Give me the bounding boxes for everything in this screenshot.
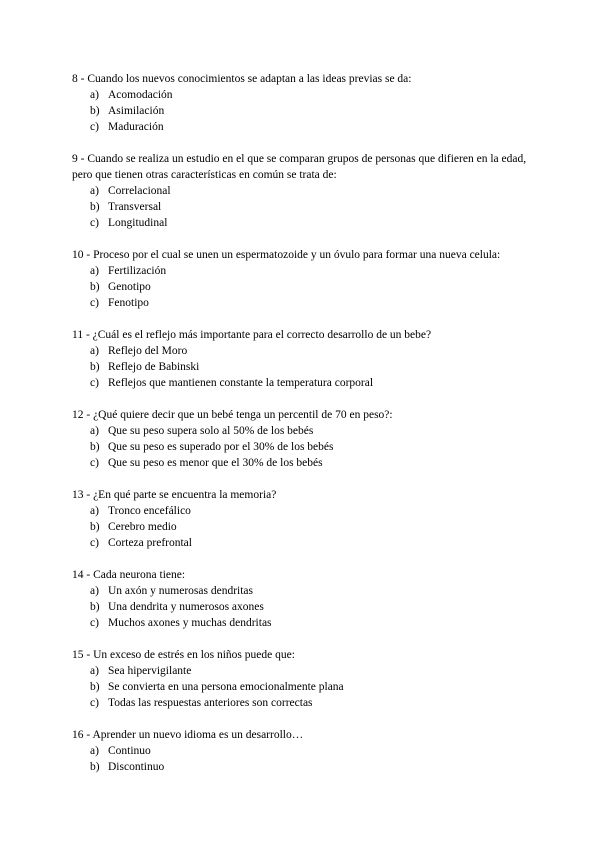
options-list — [72, 423, 532, 471]
option-text: Reflejo de Babinski — [108, 361, 200, 373]
option-text: Asimilación — [108, 105, 165, 117]
question-text: 10 - Proceso por el cual se unen un espermatozoide y un óvulo para formar una nueva celula: — [72, 249, 501, 261]
option-text: Un axón y numerosas dendritas — [108, 585, 253, 597]
option-a — [72, 263, 532, 279]
question-text: 8 - Cuando los nuevos conocimientos se adaptan a las ideas previas se da: — [72, 73, 412, 85]
option-letter: b) — [90, 441, 100, 453]
option-text: Longitudinal — [108, 217, 168, 229]
options-list — [72, 263, 532, 311]
option-c — [72, 535, 532, 551]
option-letter: a) — [90, 585, 99, 597]
option-a — [72, 663, 532, 679]
option-c — [72, 455, 532, 471]
option-text: Genotipo — [108, 281, 151, 293]
option-letter: c) — [90, 697, 99, 709]
option-b — [72, 279, 532, 295]
option-c — [72, 615, 532, 631]
option-text: Reflejos que mantienen constante la temperatura corporal — [108, 377, 374, 389]
option-text: Muchos axones y muchas dendritas — [108, 617, 272, 629]
option-text: Sea hipervigilante — [108, 665, 192, 677]
question-text: 16 - Aprender un nuevo idioma es un desarrollo… — [72, 729, 304, 741]
option-text: Cerebro medio — [108, 521, 177, 533]
option-letter: c) — [90, 457, 99, 469]
question-text: 9 - Cuando se realiza un estudio en el que se comparan grupos de personas que difieren en la edad, pero que tienen otras características en común se trata de: — [72, 153, 527, 181]
question-14 — [72, 567, 532, 631]
question-text: 13 - ¿En qué parte se encuentra la memoria? — [72, 489, 277, 501]
option-letter: a) — [90, 265, 99, 277]
option-c — [72, 375, 532, 391]
question-11 — [72, 327, 532, 391]
options-list — [72, 343, 532, 391]
question-8 — [72, 71, 532, 135]
option-text: Que su peso supera solo al 50% de los bebés — [108, 425, 314, 437]
options-list — [72, 87, 532, 135]
option-text: Continuo — [108, 745, 151, 757]
question-text: 14 - Cada neurona tiene: — [72, 569, 186, 581]
option-letter: b) — [90, 681, 100, 693]
option-a — [72, 343, 532, 359]
options-list — [72, 743, 532, 775]
option-letter: b) — [90, 761, 100, 773]
question-16 — [72, 727, 532, 775]
option-text: Reflejo del Moro — [108, 345, 188, 357]
option-letter: c) — [90, 121, 99, 133]
option-a — [72, 87, 532, 103]
option-text: Corteza prefrontal — [108, 537, 192, 549]
option-letter: a) — [90, 89, 99, 101]
option-letter: c) — [90, 537, 99, 549]
option-letter: b) — [90, 521, 100, 533]
option-b — [72, 103, 532, 119]
option-b — [72, 679, 532, 695]
option-text: Todas las respuestas anteriores son correctas — [108, 697, 313, 709]
option-text: Que su peso es superado por el 30% de los bebés — [108, 441, 334, 453]
option-letter: b) — [90, 361, 100, 373]
option-letter: a) — [90, 185, 99, 197]
option-letter: b) — [90, 105, 100, 117]
option-b — [72, 199, 532, 215]
options-list — [72, 183, 532, 231]
option-a — [72, 743, 532, 759]
option-letter: b) — [90, 201, 100, 213]
question-12 — [72, 407, 532, 471]
option-letter: c) — [90, 297, 99, 309]
option-text: Correlacional — [108, 185, 171, 197]
options-list — [72, 663, 532, 711]
option-text: Fertilización — [108, 265, 167, 277]
option-letter: b) — [90, 601, 100, 613]
option-c — [72, 695, 532, 711]
question-15 — [72, 647, 532, 711]
option-b — [72, 599, 532, 615]
option-letter: a) — [90, 665, 99, 677]
option-a — [72, 423, 532, 439]
option-text: Discontinuo — [108, 761, 165, 773]
option-b — [72, 759, 532, 775]
option-text: Una dendrita y numerosos axones — [108, 601, 264, 613]
options-list — [72, 583, 532, 631]
option-letter: a) — [90, 345, 99, 357]
options-list — [72, 503, 532, 551]
option-c — [72, 295, 532, 311]
option-text: Transversal — [108, 201, 162, 213]
option-a — [72, 183, 532, 199]
option-a — [72, 583, 532, 599]
option-b — [72, 519, 532, 535]
question-text: 15 - Un exceso de estrés en los niños puede que: — [72, 649, 295, 661]
option-letter: c) — [90, 377, 99, 389]
option-text: Se convierta en una persona emocionalmente plana — [108, 681, 344, 693]
question-text: 11 - ¿Cuál es el reflejo más importante para el correcto desarrollo de un bebe? — [72, 329, 432, 341]
option-text: Maduración — [108, 121, 164, 133]
question-10 — [72, 247, 532, 311]
option-letter: a) — [90, 505, 99, 517]
question-9 — [72, 151, 532, 231]
option-c — [72, 119, 532, 135]
option-letter: a) — [90, 425, 99, 437]
option-letter: c) — [90, 617, 99, 629]
question-text: 12 - ¿Qué quiere decir que un bebé tenga un percentil de 70 en peso?: — [72, 409, 393, 421]
option-letter: b) — [90, 281, 100, 293]
option-c — [72, 215, 532, 231]
option-text: Fenotipo — [108, 297, 149, 309]
option-b — [72, 439, 532, 455]
option-letter: a) — [90, 745, 99, 757]
option-b — [72, 359, 532, 375]
option-a — [72, 503, 532, 519]
option-text: Acomodación — [108, 89, 173, 101]
question-13 — [72, 487, 532, 551]
option-text: Que su peso es menor que el 30% de los bebés — [108, 457, 323, 469]
option-text: Tronco encefálico — [108, 505, 191, 517]
option-letter: c) — [90, 217, 99, 229]
